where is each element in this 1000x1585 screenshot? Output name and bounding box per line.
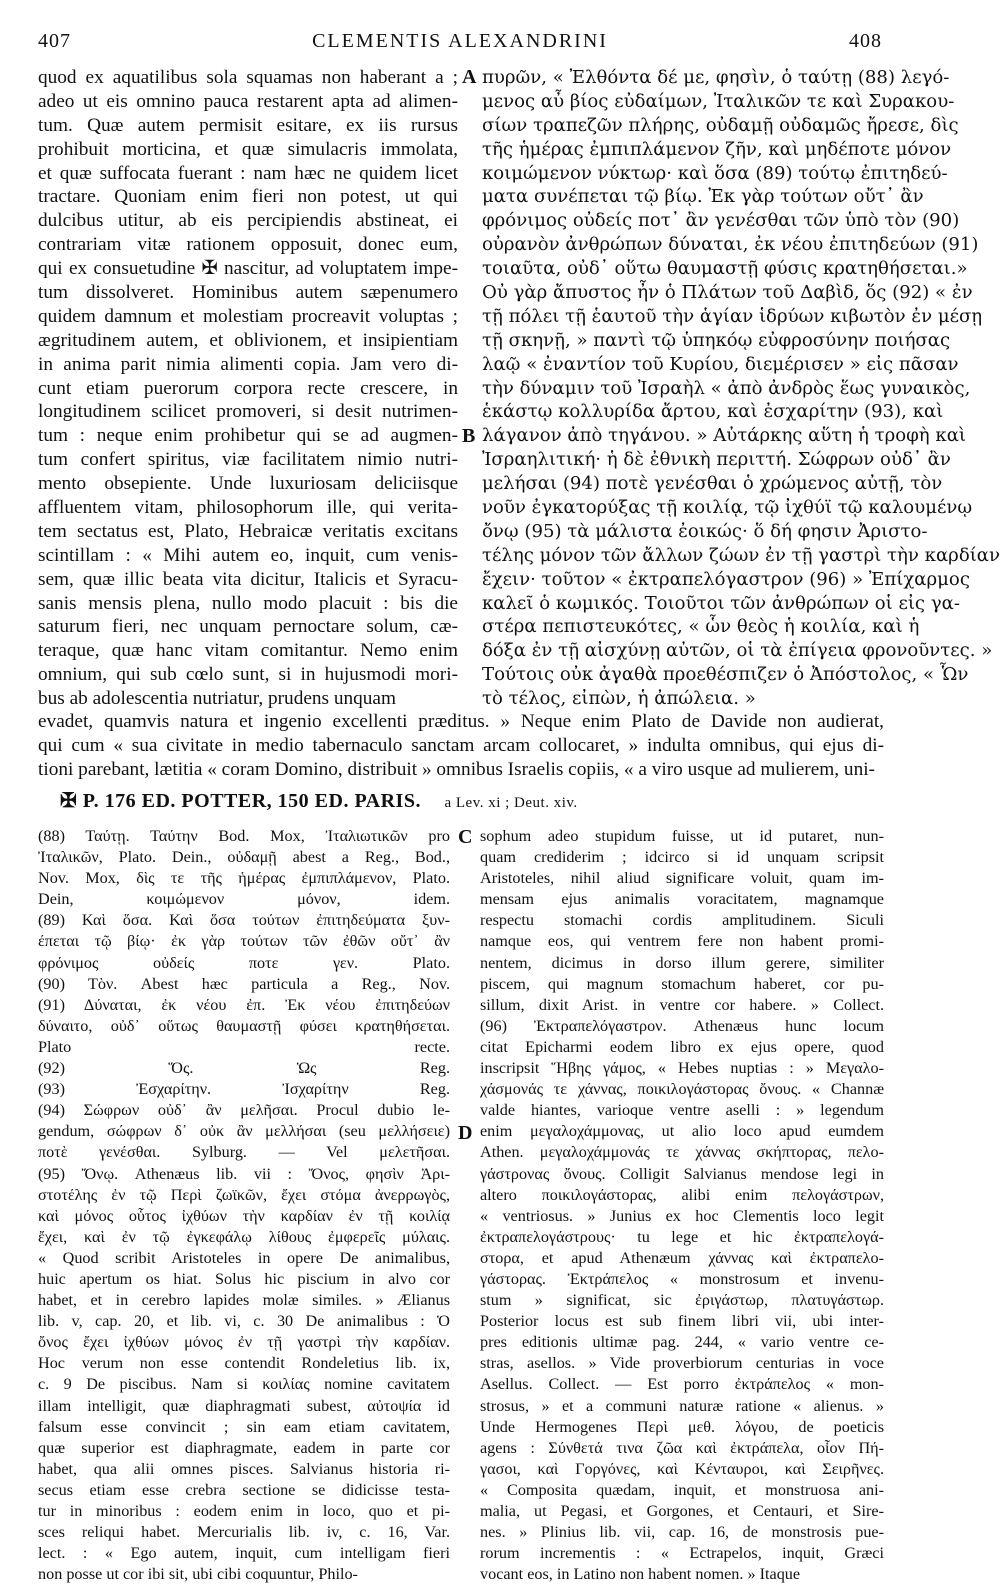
text-line: τὴν δύναμιν τοῦ Ἰσραὴλ « ἀπὸ ἀνδρὸς ἕως γυναικὸς, xyxy=(482,377,971,399)
note-line: στοτέλης ἐν τῷ Περὶ ζωϊκῶν, ἔχει στόμα ἀνερρωγὸς, xyxy=(38,1185,450,1204)
margin-letter-a: A xyxy=(462,66,477,88)
text-line: πυρῶν, « Ἐλθόντα δέ με, φησὶν, ὁ ταύτῃ (88) λεγό- xyxy=(482,67,950,88)
text-line: qui ex consuetudine ✠ nascitur, ad voluptatem impe- xyxy=(38,258,458,280)
notes-right-column xyxy=(480,826,884,1585)
note-line: quam crediderim ; idcirco si id unquam scripsit xyxy=(480,848,884,867)
text-line: scintillam : « Mihi autem eo, inquit, cum venis- xyxy=(38,544,458,566)
note-line: ἐκτραπελογάστρους· tu lege et hic ἐκτραπελογά- xyxy=(480,1227,884,1246)
text-line: mento obsepiente. Unde luxuriosam deliciisque xyxy=(38,473,458,495)
edition-reference xyxy=(60,788,578,813)
full-width-text xyxy=(38,710,884,782)
edition-line: ✠ P. 176 ED. POTTER, 150 ED. PARIS. xyxy=(60,790,421,812)
note-line: huic apertum os hiat. Solus hic piscium in alvo cor xyxy=(38,1269,450,1288)
note-line: (91) Δύναται, ἐκ νέου ἐπ. Ἐκ νέου ἐπιτηδεύων xyxy=(38,995,450,1014)
text-line: φρόνιμος οὐδείς ποτ᾽ ἂν γενέσθαι τῶν ὑπὸ τὸν (90) xyxy=(482,210,960,232)
text-line: λάγανον ἀπὸ τηγάνου. » Αὐτάρκης αὕτη ἡ τροφὴ καὶ xyxy=(482,425,967,447)
note-line: (90) Τὸν. Abest hæc particula a Reg., Nov. xyxy=(38,974,450,993)
text-line: bus ab adolescentia nutriatur, prudens unquam xyxy=(38,688,396,710)
note-line: « Composita quædam, inquit, et monstruosa ani- xyxy=(480,1480,884,1499)
running-title: CLEMENTIS ALEXANDRINI xyxy=(312,30,608,52)
text-line: tractare. Quoniam enim fieri non potest, ut qui xyxy=(38,186,458,208)
note-line: vocant eos, in Latino non habent nomen. » Itaque xyxy=(480,1565,801,1584)
text-line: ματα συνέπεται τῷ βίῳ. Ἐκ γὰρ τούτων οὔτ᾽ ἂν xyxy=(482,186,924,208)
text-line: μελήσαι (94) ποτὲ γενέσθαι ὁ χρώμενος αὐτῇ, τὸν xyxy=(482,473,943,495)
text-line: ἔχειν· τοῦτον « ἐκτραπελόγαστρον (96) » Ἐπίχαρμος xyxy=(482,568,970,590)
note-line: (94) Σώφρων οὐδ᾽ ἂν μελῆσαι. Procul dubio le- xyxy=(38,1101,450,1120)
text-line: οὐρανὸν ἀνθρώπων δύναται, ἐκ νέου ἐπιτηδεύων (91) xyxy=(482,234,979,256)
text-line: σίων τραπεζῶν πλήρης, οὐδαμῇ οὐδαμῶς ἤρεσε, δὶς xyxy=(482,114,959,136)
text-line: longitudinem scilicet promoveri, si desit nutrimen- xyxy=(38,401,458,423)
text-line: στέρα πεπιστευκότες, « ὧν θεὸς ἡ κοιλία, καὶ ἡ xyxy=(482,616,920,638)
text-line: τῇ σκηνῇ, » παντὶ τῷ ὑπηκόῳ εὐφροσύνην ποιήσας xyxy=(482,329,951,351)
text-line: tum. Quæ autem permisit esitare, ex iis rursus xyxy=(38,114,458,136)
note-line: stras, asellos. » Vide proverbiorum centurias in voce xyxy=(480,1354,884,1373)
footnote-reference: a Lev. xi ; Deut. xiv. xyxy=(444,795,578,811)
text-line: τέλης μόνον τῶν ἄλλων ζώων ἐν τῇ γαστρὶ τὴν καρδίαν xyxy=(482,544,1000,566)
note-line: Posterior locus est sub finem libri vii, ubi inter- xyxy=(480,1312,884,1331)
note-line: lect. : « Ego autem, inquit, cum intelligam fieri xyxy=(38,1544,450,1563)
note-line: secus etiam esse crebra sectione se didicisse testa- xyxy=(38,1480,450,1499)
note-line: agens : Σύνθετά τινα ζῶα καὶ ἐκτράπελα, οἷον Πή- xyxy=(480,1438,884,1457)
note-line: sophum adeo stupidum fuisse, ut id putaret, nun- xyxy=(480,827,884,845)
text-line: evadet, quamvis natura et ingenio excellenti præditus. » Neque enim Plato de Davide non audierat, xyxy=(38,711,884,732)
text-line: δόξα ἐν τῇ αἰσχύνῃ αὐτῶν, οἱ τὰ ἐπίγεια φρονοῦντες. » xyxy=(482,640,993,662)
note-line: ἔχει, καὶ ἐν τῷ ἐγκεφάλῳ λίθους ἐμφερεῖς μύλαις. xyxy=(38,1227,450,1246)
note-line: ποτὲ γενέσθαι. Sylburg. — Vel μελετῆσαι. xyxy=(38,1143,450,1162)
greek-column xyxy=(482,66,1000,711)
note-line: malia, ut Pegasi, et Gorgones, et Centauri, et Sire- xyxy=(480,1502,884,1520)
note-line: habet, qua alii omnes pisces. Salvianus historia ri- xyxy=(38,1459,450,1478)
note-line: ὄνος ἔχει ἰχθύων μόνος ἐν τῇ γαστρὶ τὴν καρδίαν. xyxy=(38,1333,450,1352)
text-line: ægritudinem autem, et oblivionem, et insipientiam xyxy=(38,329,458,351)
note-line: mensam ejus animalis voracitatem, magnamque xyxy=(480,890,884,909)
note-line: citat Epicharmi eodem libro ex ejus opere, quod xyxy=(480,1037,884,1056)
note-line: (88) Ταύτῃ. Ταύτην Bod. Mox, Ἰταλιωτικῶν pro xyxy=(38,827,450,845)
note-line: habet, et in cerebro lapides molæ similes. » Ælianus xyxy=(38,1291,450,1310)
note-line: illam intelligit, quæ diaphragmati subest, αὐτοψία id xyxy=(38,1396,450,1415)
text-line: tum confert spiritus, viæ facilitatem nimio nutri- xyxy=(38,449,458,471)
margin-letter-c: C xyxy=(458,826,473,848)
text-line: τὸ τέλος, εἰπὼν, ἡ ἀπώλεια. » xyxy=(482,688,756,710)
note-line: lib. v, cap. 20, et lib. vi, c. 30 De animalibus : Ὁ xyxy=(38,1312,450,1331)
running-header xyxy=(38,30,882,56)
text-line: tum : neque enim prohibetur qui se ad augmen- xyxy=(38,425,458,447)
note-line: Aristoteles, nihil aliud significare voluit, quam im- xyxy=(480,869,884,888)
note-line: sces reliqui habet. Mercurialis lib. iv, c. 16, Var. xyxy=(38,1523,450,1542)
margin-letter-d: D xyxy=(458,1122,473,1144)
text-line: adeo ut eis omnino pauca restarent apta ad alimen- xyxy=(38,90,458,112)
text-line: τῇ πόλει τῇ ἑαυτοῦ τὴν ἁγίαν ἱδρύων κιβωτὸν ἐν μέσῃ xyxy=(482,305,983,327)
text-line: κοιμώμενον νύκτωρ· καὶ ὅσα (89) τούτῳ ἐπιτηδεύ- xyxy=(482,162,948,184)
note-line: γάστορας. Ἐκτράπελος « monstrosum et invenu- xyxy=(480,1269,884,1288)
note-line: Athen. μεγαλοχάμμονάς τε χάννας σκήπτορας, πελο- xyxy=(480,1143,884,1162)
text-line: Οὐ γὰρ ἄπυστος ἦν ὁ Πλάτων τοῦ Δαβὶδ, ὅς (92) « ἐν xyxy=(482,282,973,304)
margin-letter-b: B xyxy=(462,425,476,447)
note-line: strosus, » et a communi naturæ ratione « alienus. » xyxy=(480,1396,884,1415)
text-line: sem, quæ illic beata vita dicitur, Italicis et Syracu- xyxy=(38,568,458,590)
text-line: cunt etiam puerorum corpora recte crescere, in xyxy=(38,377,458,399)
note-line: tur in minoribus : eodem enim in loco, quo et pi- xyxy=(38,1502,450,1520)
text-line: Τούτοις οὐκ ἀγαθὰ προεθέσπιζεν ὁ Ἀπόστολος, « Ὧν xyxy=(482,664,969,686)
text-line: tem sectatus est, Plato, Hebraicæ veritatis excitans xyxy=(38,520,458,542)
text-line: λαῷ « ἐναντίον τοῦ Κυρίου, διεμέρισεν » εἰς πᾶσαν xyxy=(482,353,959,375)
note-line: rorum incrementis : « Ectrapelos, inquit, Græci xyxy=(480,1544,884,1563)
note-line: Plato recte. xyxy=(38,1037,450,1056)
note-line: στορα, et apud Athenæum χάννας καὶ ἐκτραπελο- xyxy=(480,1248,884,1267)
text-line: contrariam vitæ rationem opposuit, donec eum, xyxy=(38,234,458,256)
note-line: Dein, κοιμώμενον μόνον, idem. xyxy=(38,890,450,909)
text-line: in anima parit nimia alimenti copia. Jam vero di- xyxy=(38,353,458,375)
text-line: dulcibus utitur, ab eis percipiendis abstineat, ei xyxy=(38,210,458,232)
note-line: inscripsit Ἥβης γάμος, « Hebes nuptias : » Μεγαλο- xyxy=(480,1059,884,1078)
text-line: tum dissolveret. Hominibus autem sæpenumero xyxy=(38,282,458,304)
text-line: affluentem vitam, philosophorum ille, qui verita- xyxy=(38,497,458,519)
note-line: χάσμονάς τε χάννας, ποικιλογάστορας ὄνους. « Channæ xyxy=(480,1080,884,1099)
note-line: valde hiantes, varioque ventre aselli : » legendum xyxy=(480,1101,884,1120)
note-line: καὶ μόνος οὗτος ἰχθύων τὴν καρδίαν ἐν τῇ κοιλίᾳ xyxy=(38,1206,450,1225)
note-line: δύναιτο, οὐδ᾽ οὕτως θαυμαστῇ φύσει κρατηθήσεται. xyxy=(38,1016,450,1035)
note-line: respectu stomachi cordis amplitudinem. Siculi xyxy=(480,911,884,930)
note-line: (89) Καὶ ὅσα. Καὶ ὅσα τούτων ἐπιτηδεύματα ξυν- xyxy=(38,911,450,930)
text-line: νοῦν ἐγκατορύξας τῇ κοιλίᾳ, τῷ ἰχθύϊ τῷ καλουμένῳ xyxy=(482,497,973,519)
text-line: qui cum « sua civitate in medio tabernaculo sanctam arcam collocaret, » indulta omnibus, qui ejus di- xyxy=(38,734,884,756)
text-line: ἑκάστῳ κολλυρίδα ἄρτου, καὶ ἐσχαρίτην (93), καὶ xyxy=(482,401,944,423)
text-line: ὄνῳ (95) τὰ μάλιστα ἐοικώς· ὅ δή φησιν Ἀριστο- xyxy=(482,520,928,542)
note-line: enim μεγαλοχάμμονας, ut alio loco apud eumdem xyxy=(480,1122,884,1141)
note-line: nes. » Plinius lib. vii, cap. 16, de monstrosis pue- xyxy=(480,1523,884,1542)
note-line: φρόνιμος οὐδείς ποτε γεν. Plato. xyxy=(38,953,450,972)
note-line: stum » significat, sic ἐριγάστωρ, πλατυγάστωρ. xyxy=(480,1291,884,1310)
page-number-left: 407 xyxy=(38,30,71,52)
note-line: sillum, dixit Arist. in ventre cor habere. » Collect. xyxy=(480,995,884,1014)
note-line: c. 9 De piscibus. Nam si κοιλίας nomine cavitatem xyxy=(38,1375,450,1394)
latin-column xyxy=(38,66,458,711)
note-line: Nov. Mox, δὶς τε τῆς ἡμέρας ἐμπιπλάμενον, Plato. xyxy=(38,869,450,888)
note-line: έπεται τῷ βίῳ· ἐκ γὰρ τούτων τῶν ἐθῶν οὔτ᾽ ἂν xyxy=(38,932,450,951)
note-line: nentem, dicimus in dorso illum gerere, similiter xyxy=(480,953,884,972)
text-line: et quæ suffocata fuerant : nam hæc ne quidem licet xyxy=(38,162,458,184)
text-line: teraque, quæ hanc vitam comitantur. Nemo enim xyxy=(38,640,458,662)
text-line: καλεῖ ὁ κωμικός. Τοιοῦτοι τῶν ἀνθρώπων οἱ εἰς γα- xyxy=(482,592,960,614)
text-line: Ἰσραηλιτική· ἡ δὲ ἐθνικὴ περιττή. Σώφρων οὐδ᾽ ἂν xyxy=(482,449,951,471)
note-line: piscem, qui magnum stomachum haberet, cor pu- xyxy=(480,974,884,993)
note-line: (93) Ἐσχαρίτην. Ἰσχαρίτην Reg. xyxy=(38,1080,450,1099)
note-line: altero ποικιλογάστορας, alibi enim πελογάστρων, xyxy=(480,1185,884,1204)
note-line: (92) Ὅς. Ὡς Reg. xyxy=(38,1059,450,1078)
text-line: quidem damnum et molestiam procreavit voluptas ; xyxy=(38,305,458,327)
note-line: Asellus. Collect. — Est porro ἐκτράπελος « mon- xyxy=(480,1375,884,1394)
text-line: saturum fieri, nec unquam pernoctare solum, cæ- xyxy=(38,616,458,638)
note-line: falsum esse convincit ; sin eam etiam cavitatem, xyxy=(38,1417,450,1436)
text-line: τοιαῦτα, οὐδ᾽ οὕτω θαυμαστῇ φύσις κρατηθήσεται.» xyxy=(482,258,968,280)
note-line: Hoc verum non esse contendit Rondeletius lib. ix, xyxy=(38,1354,450,1373)
note-line: namque eos, qui ventrem fere non habent promi- xyxy=(480,932,884,951)
text-line: μενος αὖ βίος εὐδαίμων, Ἰταλικῶν τε καὶ Συρακου- xyxy=(482,90,955,112)
text-line: prohibuit morticina, et quæ simulacris immolata, xyxy=(38,138,458,160)
note-line: non posse ut cor ibi sit, ubi cibi coquuntur, Philo- xyxy=(38,1565,358,1584)
text-line: omnium, qui sub cœlo sunt, si in hujusmodi mori- xyxy=(38,664,458,686)
text-line: quod ex aquatilibus sola squamas non haberant a ; xyxy=(38,67,458,88)
note-line: « Quod scribit Aristoteles in opere De animalibus, xyxy=(38,1248,450,1267)
page-number-right: 408 xyxy=(849,30,882,52)
note-line: (96) Ἐκτραπελόγαστρον. Athenæus hunc locum xyxy=(480,1016,884,1035)
text-line: τῆς ἡμέρας ἐμπιπλάμενον ζῆν, καὶ μηδέποτε μόνον xyxy=(482,138,952,160)
text-line: tioni parebant, lætitia « coram Domino, distribuit » omnibus Israelis copiis, « a viro usque ad mulierem, uni- xyxy=(38,758,875,780)
note-line: pres editionis ultimæ pag. 244, « vario ventre ce- xyxy=(480,1333,884,1352)
note-line: quæ superior est diaphragmate, eadem in parte cor xyxy=(38,1438,450,1457)
note-line: gendum, σώφρων δ᾽ οὐκ ἂν μελλήσαι (seu μελλήσειε) xyxy=(38,1122,450,1141)
note-line: Unde Hermogenes Περὶ μεθ. λόγου, de poeticis xyxy=(480,1417,884,1436)
note-line: « ventriosus. » Junius ex hoc Clementis loco legit xyxy=(480,1206,884,1225)
notes-left-column xyxy=(38,826,450,1585)
note-line: Ἰταλικῶν, Plato. Dein., οὐδαμῇ abest a Reg., Bod., xyxy=(38,848,450,867)
note-line: γασοι, καὶ Γοργόνες, καὶ Κένταυροι, καὶ Σειρῆνες. xyxy=(480,1459,884,1478)
note-line: (95) Ὄνῳ. Athenæus lib. vii : Ὄνος, φησὶν Ἀρι- xyxy=(38,1164,450,1183)
text-line: sanis mensis plena, nullo modo placuit : bis die xyxy=(38,592,458,614)
note-line: γάστρονας ὄνους. Colligit Salvianus mendose legi in xyxy=(480,1164,884,1183)
